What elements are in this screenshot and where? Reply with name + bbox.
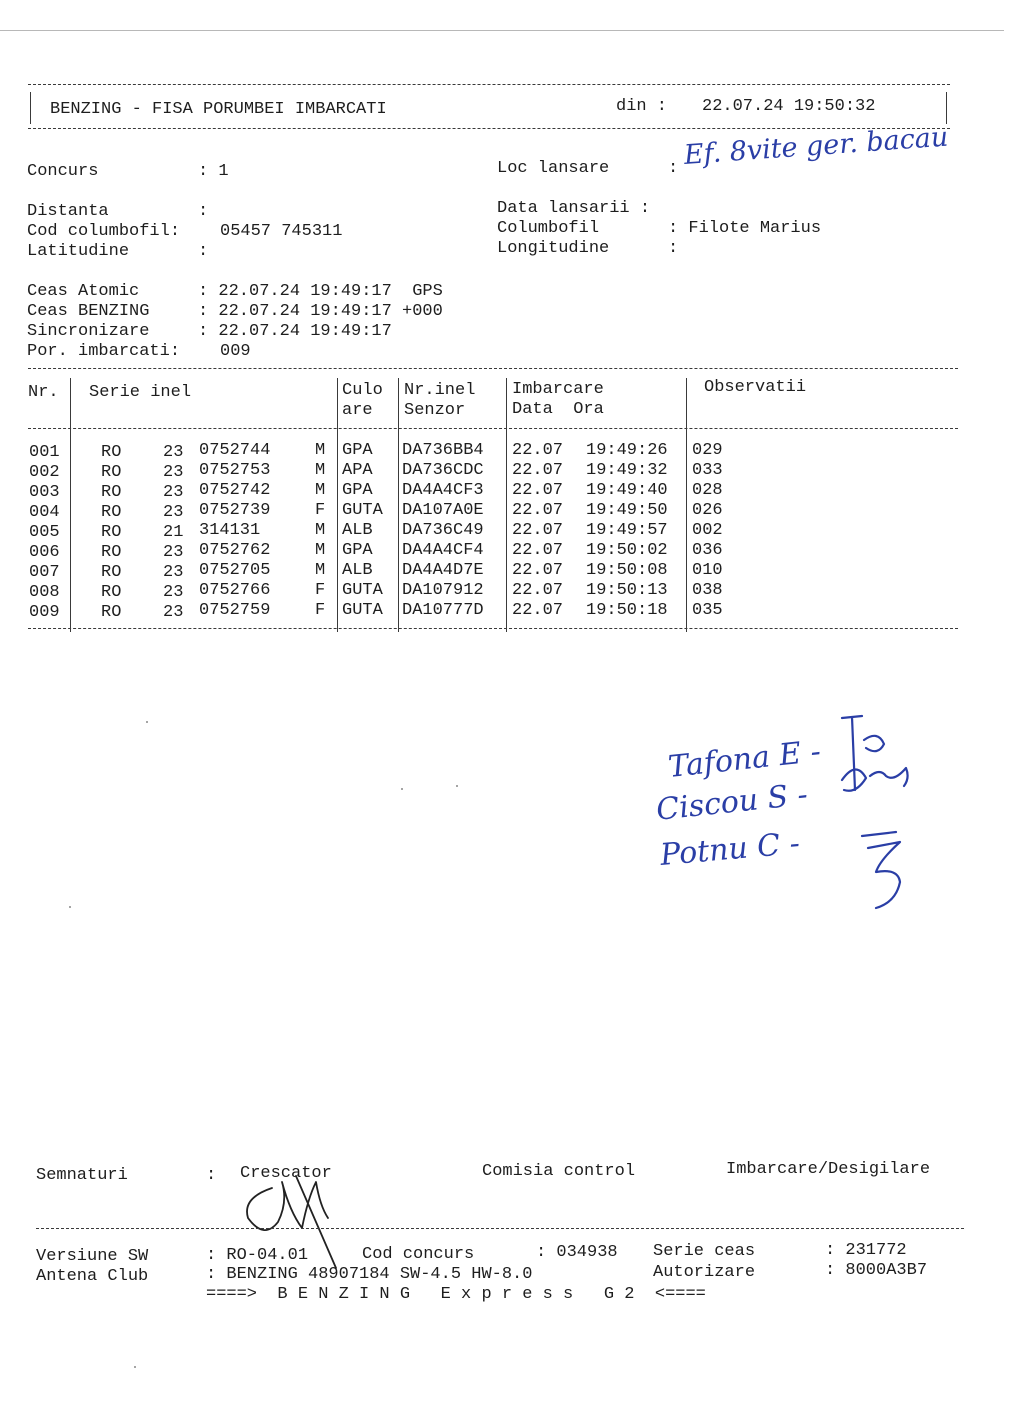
row-sex: M	[315, 481, 326, 500]
row-culoare: GUTA	[342, 601, 383, 620]
row-sex: M	[315, 561, 326, 580]
row-ora: 19:50:13	[586, 581, 668, 600]
autorizare-label: Autorizare	[653, 1263, 756, 1282]
row-tara: RO	[101, 503, 122, 522]
row-data: 22.07	[512, 561, 564, 580]
ceas-atomic-label: Ceas Atomic	[27, 282, 140, 301]
cod-concurs-value: : 034938	[536, 1243, 618, 1262]
row-data: 22.07	[512, 541, 564, 560]
row-culoare: GPA	[342, 441, 373, 460]
row-observatii: 026	[692, 501, 723, 520]
row-tara: RO	[101, 563, 122, 582]
row-senzor: DA4A4D7E	[402, 561, 484, 580]
row-inel: 0752762	[199, 541, 271, 560]
sincronizare-label: Sincronizare	[27, 322, 150, 341]
row-an: 21	[163, 523, 184, 542]
versiune-sw-value: : RO-04.01	[206, 1246, 309, 1265]
distanta-value: :	[198, 202, 209, 221]
row-inel: 314131	[199, 521, 261, 540]
row-culoare: ALB	[342, 561, 373, 580]
report-title: BENZING - FISA PORUMBEI IMBARCATI	[50, 100, 387, 119]
data-lansarii-label: Data lansarii :	[497, 199, 651, 218]
loc-lansare-handwritten: Ef. 8vite ger. bacau	[682, 121, 950, 171]
comisia-control-label: Comisia control	[482, 1162, 636, 1181]
row-observatii: 033	[692, 461, 723, 480]
benzing-express-line: ====> B E N Z I N G E x p r e s s G 2 <====	[206, 1285, 706, 1304]
latitudine-label: Latitudine	[27, 242, 130, 261]
row-observatii: 038	[692, 581, 723, 600]
row-ora: 19:49:50	[586, 501, 668, 520]
row-observatii: 028	[692, 481, 723, 500]
autorizare-value: : 8000A3B7	[825, 1261, 928, 1280]
row-an: 23	[163, 443, 184, 462]
row-senzor: DA736C49	[402, 521, 484, 540]
row-nr: 006	[29, 543, 60, 562]
row-inel: 0752705	[199, 561, 271, 580]
row-ora: 19:50:18	[586, 601, 668, 620]
row-data: 22.07	[512, 581, 564, 600]
row-ora: 19:50:08	[586, 561, 668, 580]
row-observatii: 035	[692, 601, 723, 620]
row-inel: 0752742	[199, 481, 271, 500]
row-data: 22.07	[512, 461, 564, 480]
row-sex: M	[315, 461, 326, 480]
row-ora: 19:49:57	[586, 521, 668, 540]
row-sex: F	[315, 581, 326, 600]
row-an: 23	[163, 483, 184, 502]
distanta-label: Distanta	[27, 202, 109, 221]
row-nr: 005	[29, 523, 60, 542]
row-culoare: ALB	[342, 521, 373, 540]
columbofil-value: : Filote Marius	[668, 219, 822, 238]
row-ora: 19:49:40	[586, 481, 668, 500]
row-an: 23	[163, 503, 184, 522]
cod-columbofil-value: 05457 745311	[220, 222, 343, 241]
row-ora: 19:49:26	[586, 441, 668, 460]
handwritten-name-1: Tafona E -	[666, 734, 823, 785]
row-senzor: DA10777D	[402, 601, 484, 620]
handwritten-name-2: Ciscou S -	[654, 777, 810, 828]
loc-lansare-label: Loc lansare	[497, 159, 610, 178]
row-culoare: GPA	[342, 541, 373, 560]
imbarcare-desigilare-label: Imbarcare/Desigilare	[726, 1160, 931, 1179]
row-an: 23	[163, 603, 184, 622]
antena-club-label: Antena Club	[36, 1267, 149, 1286]
row-tara: RO	[101, 523, 122, 542]
row-nr: 001	[29, 443, 60, 462]
row-data: 22.07	[512, 601, 564, 620]
header-culoare-2: are	[342, 401, 373, 420]
row-inel: 0752739	[199, 501, 271, 520]
row-senzor: DA4A4CF3	[402, 481, 484, 500]
header-nrinel-2: Senzor	[404, 401, 466, 420]
row-an: 23	[163, 583, 184, 602]
row-tara: RO	[101, 543, 122, 562]
din-value: 22.07.24 19:50:32	[702, 97, 876, 116]
handwritten-name-3: Potnu C -	[658, 825, 802, 874]
row-tara: RO	[101, 483, 122, 502]
row-senzor: DA736CDC	[402, 461, 484, 480]
row-sex: M	[315, 541, 326, 560]
row-senzor: DA736BB4	[402, 441, 484, 460]
row-senzor: DA107912	[402, 581, 484, 600]
row-ora: 19:50:02	[586, 541, 668, 560]
row-culoare: GUTA	[342, 501, 383, 520]
header-imbarcare-1: Imbarcare	[512, 380, 604, 399]
row-data: 22.07	[512, 441, 564, 460]
header-culoare-1: Culo	[342, 381, 383, 400]
row-sex: F	[315, 501, 326, 520]
header-nrinel-1: Nr.inel	[404, 381, 476, 400]
ceas-atomic-value: : 22.07.24 19:49:17 GPS	[198, 282, 443, 301]
longitudine-value: :	[668, 239, 679, 258]
antena-club-value: : BENZING 48907184 SW-4.5 HW-8.0	[206, 1265, 533, 1284]
row-sex: M	[315, 441, 326, 460]
row-tara: RO	[101, 583, 122, 602]
row-culoare: GUTA	[342, 581, 383, 600]
row-ora: 19:49:32	[586, 461, 668, 480]
row-data: 22.07	[512, 501, 564, 520]
row-inel: 0752759	[199, 601, 271, 620]
row-tara: RO	[101, 603, 122, 622]
row-sex: F	[315, 601, 326, 620]
header-imbarcare-2: Data Ora	[512, 400, 604, 419]
row-culoare: GPA	[342, 481, 373, 500]
latitudine-value: :	[198, 242, 209, 261]
row-nr: 003	[29, 483, 60, 502]
semnaturi-colon: :	[206, 1166, 217, 1185]
concurs-label: Concurs	[27, 162, 99, 181]
row-an: 23	[163, 563, 184, 582]
porumbei-imbarcati-value: 009	[220, 342, 251, 361]
longitudine-label: Longitudine	[497, 239, 610, 258]
row-senzor: DA4A4CF4	[402, 541, 484, 560]
row-inel: 0752744	[199, 441, 271, 460]
row-tara: RO	[101, 443, 122, 462]
row-nr: 009	[29, 603, 60, 622]
row-nr: 004	[29, 503, 60, 522]
versiune-sw-label: Versiune SW	[36, 1247, 149, 1266]
row-inel: 0752766	[199, 581, 271, 600]
row-data: 22.07	[512, 521, 564, 540]
serie-ceas-value: : 231772	[825, 1241, 907, 1260]
sincronizare-value: : 22.07.24 19:49:17	[198, 322, 392, 341]
ceas-benzing-value: : 22.07.24 19:49:17 +000	[198, 302, 443, 321]
din-label: din :	[616, 97, 668, 116]
porumbei-imbarcati-label: Por. imbarcati:	[27, 342, 181, 361]
row-an: 23	[163, 463, 184, 482]
row-observatii: 002	[692, 521, 723, 540]
header-observatii: Observatii	[704, 378, 807, 397]
cod-concurs-label: Cod concurs	[362, 1245, 475, 1264]
row-nr: 007	[29, 563, 60, 582]
columbofil-label: Columbofil	[497, 219, 600, 238]
row-sex: M	[315, 521, 326, 540]
footer-top-rule	[36, 1228, 964, 1229]
semnaturi-label: Semnaturi	[36, 1166, 128, 1185]
row-nr: 002	[29, 463, 60, 482]
header-serie-inel: Serie inel	[89, 383, 192, 402]
row-senzor: DA107A0E	[402, 501, 484, 520]
row-observatii: 010	[692, 561, 723, 580]
row-culoare: APA	[342, 461, 373, 480]
crescator-label: Crescator	[240, 1164, 332, 1183]
cod-columbofil-label: Cod columbofil:	[27, 222, 181, 241]
loc-lansare-colon: :	[668, 159, 679, 178]
serie-ceas-label: Serie ceas	[653, 1242, 756, 1261]
header-nr: Nr.	[28, 383, 59, 402]
ceas-benzing-label: Ceas BENZING	[27, 302, 150, 321]
row-data: 22.07	[512, 481, 564, 500]
row-tara: RO	[101, 463, 122, 482]
row-observatii: 029	[692, 441, 723, 460]
concurs-value: : 1	[198, 162, 229, 181]
row-an: 23	[163, 543, 184, 562]
row-inel: 0752753	[199, 461, 271, 480]
row-nr: 008	[29, 583, 60, 602]
row-observatii: 036	[692, 541, 723, 560]
